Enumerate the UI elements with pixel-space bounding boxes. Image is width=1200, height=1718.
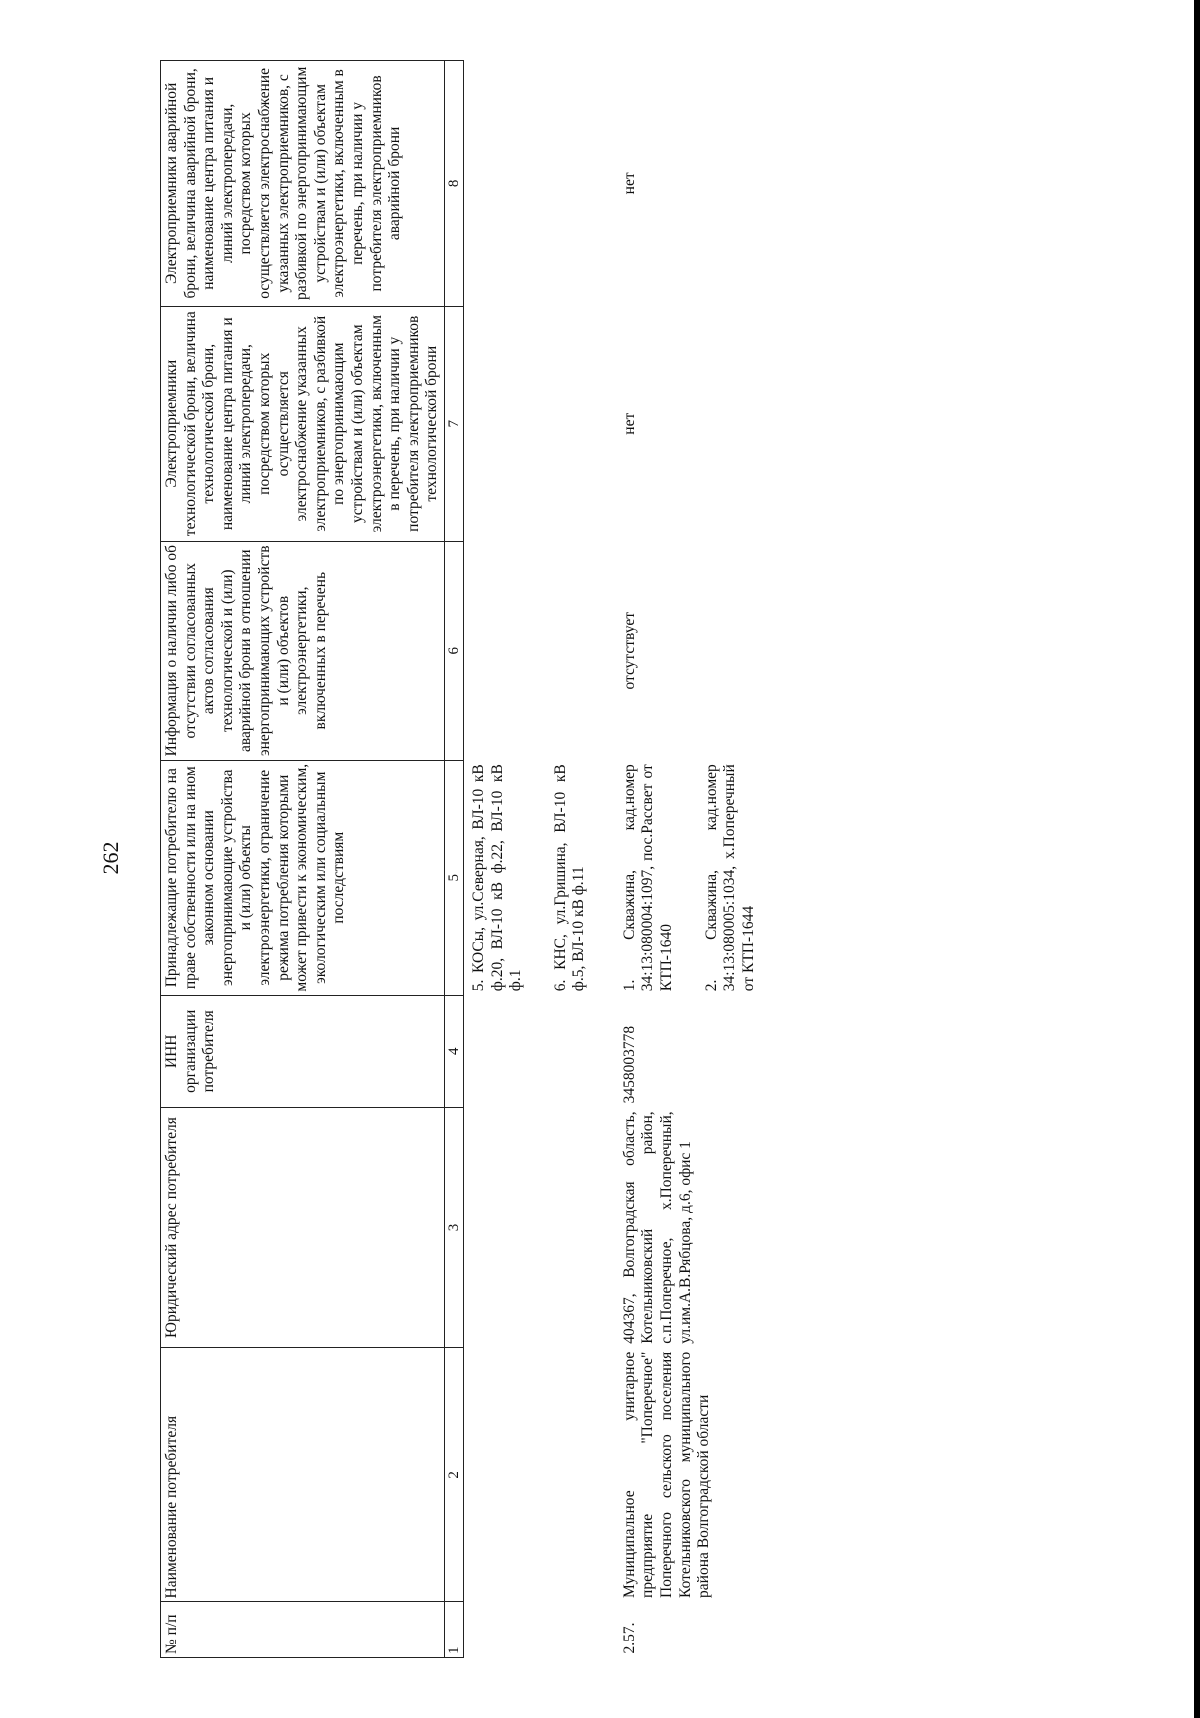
column-number: 5 bbox=[444, 760, 463, 995]
tech-reserve bbox=[463, 306, 588, 541]
reserve-info: отсутствует bbox=[620, 611, 638, 690]
device-item: 2. Скважина, кад.номер 34:13:080005:1034, х.Поперечный от КТП-1644 bbox=[702, 764, 757, 992]
reserve-info bbox=[463, 541, 588, 760]
tech-reserve: нет bbox=[620, 412, 638, 435]
header-name: Наименование потребителя bbox=[161, 1348, 445, 1602]
header-inn: ИНН организации потребителя bbox=[161, 995, 445, 1107]
table-row bbox=[589, 61, 759, 1658]
column-number: 7 bbox=[444, 306, 463, 541]
device-item: 6. КНС, ул.Гришина, ВЛ-10 кВ ф.5, ВЛ-10 кВ ф.11 bbox=[551, 764, 588, 992]
column-number: 2 bbox=[444, 1348, 463, 1602]
column-number-row bbox=[444, 61, 463, 1658]
consumer-name bbox=[463, 1348, 588, 1602]
reserve-table bbox=[160, 60, 758, 1658]
device-item: 1. Скважина, кад.номер 34:13:080004:1097, пос.Рассвет от КТП-1640 bbox=[620, 764, 676, 992]
page-number: 262 bbox=[98, 841, 123, 875]
consumer-devices bbox=[463, 760, 588, 995]
column-number: 6 bbox=[444, 541, 463, 760]
row-number: 2.57. bbox=[620, 1622, 638, 1654]
row-number bbox=[463, 1602, 588, 1658]
table-row bbox=[463, 61, 588, 1658]
header-emergency-reserve: Электроприемники аварийной брони, величина аварийной брони, наименование центра питания и линий электропередачи, посредством которых осуществляется электроснабжение указанных электроприемников, с разбивкой по энергопринимающим устройствам и (или) объектам электроэнергетики, включенным в перечень, при наличии у потребителя электроприемников аварийной брони bbox=[161, 61, 445, 307]
column-number: 1 bbox=[444, 1602, 463, 1658]
column-number: 4 bbox=[444, 995, 463, 1107]
column-number: 3 bbox=[444, 1107, 463, 1347]
consumer-inn: 3458003778 bbox=[620, 1025, 638, 1104]
header-no: № п/п bbox=[161, 1602, 445, 1658]
header-tech-reserve: Электроприемники технологической брони, величина технологической брони, наименование центра питания и линий электропередачи, посредством которых осуществляется электроснабжение указанных электроприемников, с разбивкой по энергопринимающим устройствам и (или) объектам электроэнергетики, включенным в перечень, при наличии у потребителя электроприемников технологической брони bbox=[161, 306, 445, 541]
document-sheet bbox=[60, 48, 1140, 1668]
header-devices: Принадлежащие потребителю на праве собственности или на ином законном основании энергопринимающие устройства и (или) объекты электроэнергетики, ограничение режима потребления которыми может привести к экономическим, экологическим или социальным последствиям bbox=[161, 760, 445, 995]
device-item: 5. КОСы, ул.Северная, ВЛ-10 кВ ф.20, ВЛ-10 кВ ф.22, ВЛ-10 кВ ф.1 bbox=[469, 764, 525, 992]
consumer-inn bbox=[463, 995, 588, 1107]
header-info: Информация о наличии либо об отсутствии согласованных актов согласования технологической и (или) аварийной брони в отношении энергопринимающих устройств и (или) объектов электроэнергетики, включенных в перечень bbox=[161, 541, 445, 760]
column-number: 8 bbox=[444, 61, 463, 307]
consumer-address: 404367, Волгоградская область, Котельниковский район, с.п.Поперечное, х.Поперечный, ул.им.А.В.Рябцова, д.6, офис 1 bbox=[620, 1111, 694, 1344]
emergency-reserve bbox=[463, 61, 588, 307]
header-row bbox=[161, 61, 445, 1658]
header-address: Юридический адрес потребителя bbox=[161, 1107, 445, 1347]
consumer-address bbox=[463, 1107, 588, 1347]
consumer-devices bbox=[589, 760, 759, 995]
consumer-name: Муниципальное унитарное предприятие "Поперечное" Поперечного сельского поселения Котельниковского муниципального района Волгоградской области bbox=[620, 1351, 713, 1598]
emergency-reserve: нет bbox=[620, 172, 638, 195]
